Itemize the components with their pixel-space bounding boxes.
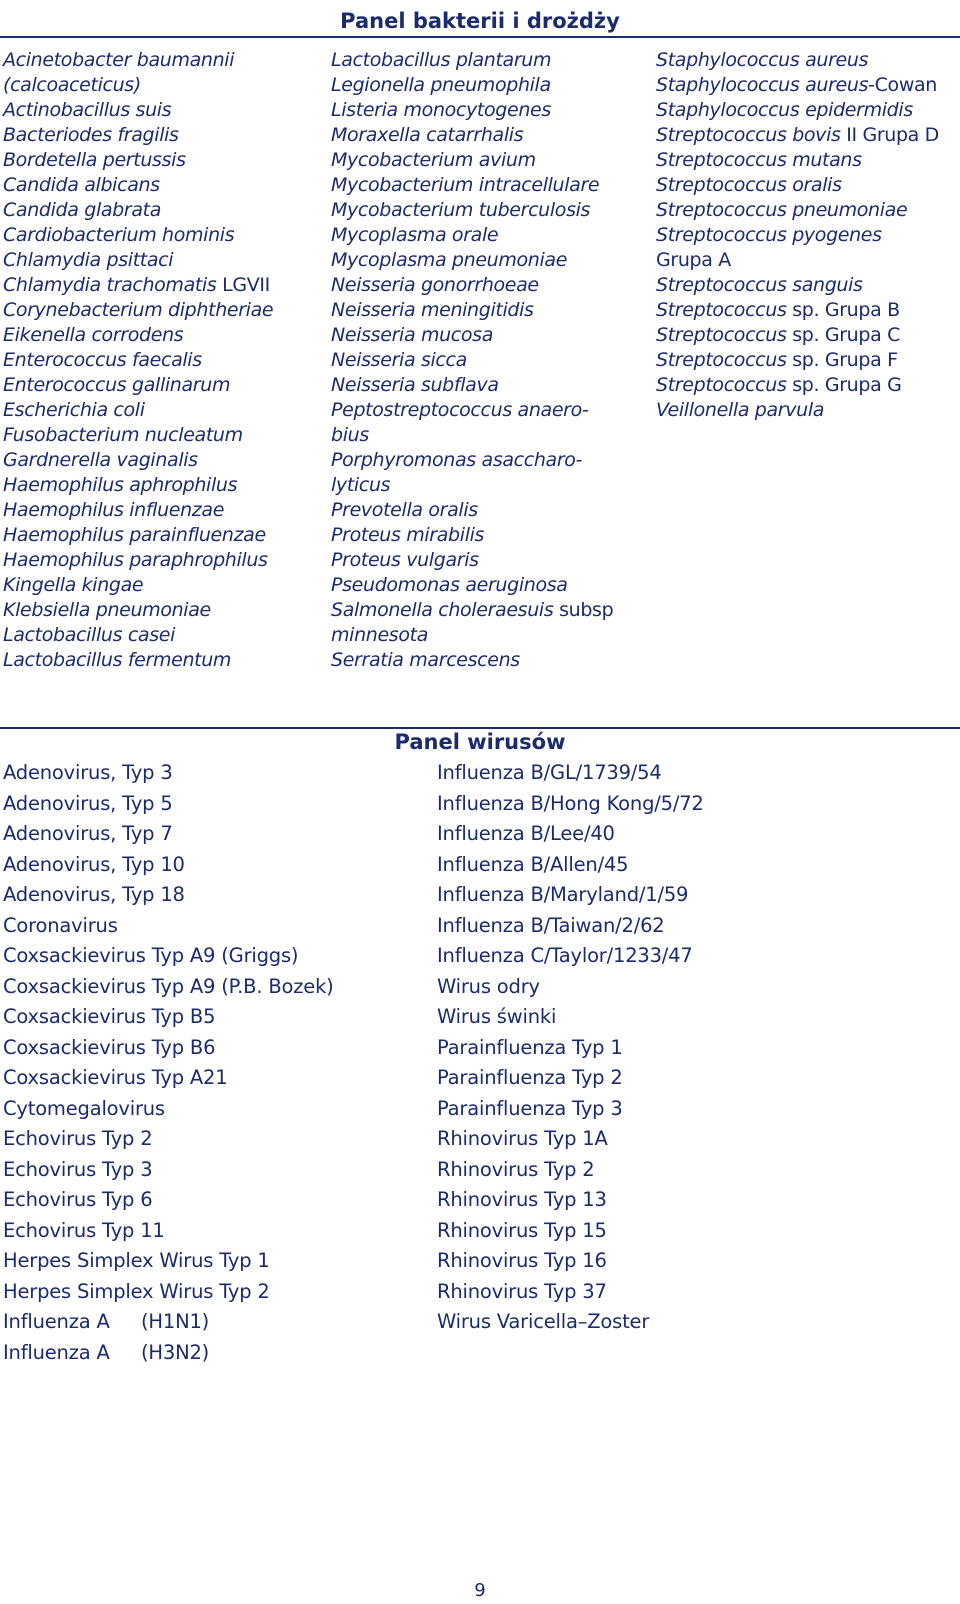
list-item-text: Rhinovirus Typ 16 [437, 1249, 607, 1272]
list-item-text: Porphyromonas asaccharo- [331, 449, 583, 471]
list-item-text: Echovirus Typ 6 [3, 1188, 153, 1211]
list-item [3, 1246, 334, 1277]
list-item-text: Salmonella choleraesuis [331, 599, 554, 621]
list-item [3, 573, 273, 598]
list-item [3, 648, 273, 673]
list-item [331, 173, 613, 198]
list-item-text: Escherichia coli [3, 399, 145, 421]
list-item-text: Veillonella parvula [656, 399, 825, 421]
list-item-text: Enterococcus faecalis [3, 349, 202, 371]
list-item [3, 48, 273, 73]
list-item-text: Echovirus Typ 3 [3, 1157, 153, 1181]
list-item [3, 1277, 334, 1308]
list-item [3, 223, 273, 248]
list-item-text: Herpes Simplex Wirus Typ 1 [3, 1249, 270, 1272]
top-rule [0, 36, 960, 38]
list-item-text: Herpes Simplex Wirus Typ 2 [3, 1279, 270, 1303]
virus-column-2 [437, 758, 704, 1338]
virus-panel-title: Panel wirusów [394, 730, 566, 754]
list-item-text: Staphylococcus epidermidis [656, 99, 913, 121]
list-item-text: lyticus [331, 474, 391, 496]
list-item [3, 548, 273, 573]
list-item-text: -Cowan [868, 74, 937, 96]
list-item [331, 123, 613, 148]
list-item-text: Adenovirus, Typ 7 [3, 822, 173, 845]
list-item [3, 448, 273, 473]
list-item [437, 941, 704, 972]
list-item-text: Serratia marcescens [331, 649, 520, 671]
list-item-text: Gardnerella vaginalis [3, 449, 198, 471]
list-item [3, 98, 273, 123]
list-item-text: Wirus Varicella–Zoster [437, 1310, 650, 1333]
list-item-text: Influenza B/GL/1739/54 [437, 761, 662, 784]
list-item [3, 819, 334, 850]
list-item-text: sp. Grupa B [786, 299, 900, 321]
list-item [331, 573, 613, 598]
list-item [3, 789, 334, 820]
list-item [331, 373, 613, 398]
list-item-text: Streptococcus pyogenes [656, 224, 882, 246]
list-item-text: Chlamydia trachomatis [3, 274, 217, 296]
list-item-text: bius [331, 424, 369, 446]
list-item-text: Haemophilus paraphrophilus [3, 549, 268, 571]
list-item-text: Eikenella corrodens [3, 324, 184, 346]
list-item [331, 398, 613, 423]
list-item-text: Candida albicans [3, 174, 160, 196]
list-item-text: Lactobacillus fermentum [3, 649, 232, 671]
list-item-text: Rhinovirus Typ 1A [437, 1127, 608, 1150]
list-item-text: Prevotella oralis [331, 499, 478, 521]
list-item [3, 248, 273, 273]
list-item-text: Coxsackievirus Typ A9 (Griggs) [3, 944, 299, 967]
list-item-text: Coronavirus [3, 913, 118, 937]
list-item-text: Streptococcus [656, 324, 787, 346]
list-item-text: (H3N2) [141, 1340, 210, 1364]
list-item [437, 850, 704, 881]
list-item-text: Klebsiella pneumoniae [3, 599, 211, 621]
list-item [437, 1155, 704, 1186]
list-item [3, 972, 334, 1003]
list-item-text: Echovirus Typ 2 [3, 1127, 153, 1150]
list-item [656, 373, 939, 398]
list-item-text: Fusobacterium nucleatum [3, 424, 243, 446]
list-item-text: Proteus mirabilis [331, 524, 485, 546]
list-item-text: Listeria monocytogenes [331, 99, 551, 121]
list-item-text: Wirus świnki [437, 1005, 557, 1028]
list-item [3, 498, 273, 523]
list-item-text: Streptococcus bovis [656, 124, 841, 146]
list-item [3, 1124, 334, 1155]
list-item [437, 1246, 704, 1277]
list-item [331, 273, 613, 298]
bacteria-column-3 [656, 48, 939, 423]
list-item-text: Rhinovirus Typ 37 [437, 1279, 607, 1303]
list-item [656, 298, 939, 323]
list-item [656, 323, 939, 348]
list-item-text: Adenovirus, Typ 10 [3, 852, 185, 876]
list-item-text: Staphylococcus aureus [656, 49, 869, 71]
list-item-text: Streptococcus [656, 299, 787, 321]
list-item-text: Actinobacillus suis [3, 99, 172, 121]
list-item-text: Bacteriodes fragilis [3, 124, 179, 146]
list-item-text: Grupa A [656, 249, 731, 271]
list-item [3, 911, 334, 942]
list-item-text: Lactobacillus plantarum [331, 49, 552, 71]
list-item [331, 73, 613, 98]
list-item-text: Coxsackievirus Typ A21 [3, 1066, 228, 1089]
list-item-text: (calcoaceticus) [3, 74, 141, 96]
list-item-text: sp. Grupa C [786, 324, 900, 346]
list-item [3, 623, 273, 648]
list-item [437, 911, 704, 942]
list-item [3, 148, 273, 173]
list-item [656, 73, 939, 98]
list-item [3, 173, 273, 198]
list-item [3, 273, 273, 298]
list-item [3, 348, 273, 373]
list-item [437, 972, 704, 1003]
list-item-text: Neisseria subflava [331, 374, 499, 396]
list-item [3, 1307, 334, 1338]
list-item-text: Haemophilus influenzae [3, 499, 225, 521]
list-item-text: Neisseria mucosa [331, 324, 494, 346]
list-item [437, 1124, 704, 1155]
list-item [331, 223, 613, 248]
list-item-text: Streptococcus [656, 374, 787, 396]
list-item-text: Influenza A [3, 1310, 110, 1333]
list-item [437, 819, 704, 850]
list-item [3, 1155, 334, 1186]
list-item-text: Coxsackievirus Typ B5 [3, 1005, 216, 1028]
list-item [656, 223, 939, 248]
list-item-text: Haemophilus aphrophilus [3, 474, 238, 496]
list-item-text: Mycoplasma pneumoniae [331, 249, 568, 271]
list-item-text: Haemophilus parainfluenzae [3, 524, 266, 546]
list-item [656, 348, 939, 373]
list-item [437, 1185, 704, 1216]
list-item [656, 48, 939, 73]
list-item [3, 473, 273, 498]
list-item-text: Influenza B/Maryland/1/59 [437, 883, 689, 906]
list-item-text: Echovirus Typ 11 [3, 1218, 165, 1242]
bacteria-column-2 [331, 48, 613, 673]
list-item-text: Influenza B/Taiwan/2/62 [437, 913, 665, 937]
list-item [3, 1185, 334, 1216]
list-item [3, 850, 334, 881]
list-item-text: Parainfluenza Typ 2 [437, 1066, 623, 1089]
list-item [656, 198, 939, 223]
list-item [3, 73, 273, 98]
list-item [3, 1063, 334, 1094]
list-item [331, 548, 613, 573]
list-item [656, 273, 939, 298]
list-item-text: Cardiobacterium hominis [3, 224, 235, 246]
virus-column-1 [3, 758, 334, 1368]
list-item [3, 298, 273, 323]
list-item-text: (H1N1) [141, 1310, 210, 1333]
list-item [437, 1002, 704, 1033]
list-item [331, 473, 613, 498]
list-item-text: Moraxella catarrhalis [331, 124, 524, 146]
list-item [437, 1216, 704, 1247]
list-item-text: Peptostreptococcus anaero- [331, 399, 589, 421]
list-item [437, 758, 704, 789]
list-item [437, 1063, 704, 1094]
list-item [331, 48, 613, 73]
list-item [437, 1307, 704, 1338]
list-item [437, 1277, 704, 1308]
list-item-text: Neisseria gonorrhoeae [331, 274, 539, 296]
list-item-text: Mycobacterium avium [331, 149, 536, 171]
list-item [331, 248, 613, 273]
list-item-text: sp. Grupa F [786, 349, 898, 371]
list-item-text: sp. Grupa G [786, 374, 902, 396]
list-item-text: Influenza B/Lee/40 [437, 822, 615, 845]
list-item-text: Streptococcus mutans [656, 149, 862, 171]
list-item [3, 758, 334, 789]
list-item-text: Mycobacterium tuberculosis [331, 199, 591, 221]
list-item-text: Neisseria sicca [331, 349, 467, 371]
list-item [331, 423, 613, 448]
list-item [331, 98, 613, 123]
list-item-text: Streptococcus sanguis [656, 274, 863, 296]
list-item-text: Coxsackievirus Typ B6 [3, 1035, 216, 1059]
list-item [656, 148, 939, 173]
list-item-text: Streptococcus oralis [656, 174, 842, 196]
list-item [437, 789, 704, 820]
list-item [3, 373, 273, 398]
list-item-text: Rhinovirus Typ 15 [437, 1218, 607, 1242]
page-number: 9 [474, 1580, 486, 1601]
list-item-text: Coxsackievirus Typ A9 (P.B. Bozek) [3, 974, 334, 998]
list-item [437, 1033, 704, 1064]
list-item [331, 623, 613, 648]
list-item [331, 323, 613, 348]
list-item [331, 498, 613, 523]
list-item [3, 1033, 334, 1064]
list-item [3, 423, 273, 448]
list-item-text: Mycoplasma orale [331, 224, 499, 246]
list-item [3, 198, 273, 223]
list-item [331, 348, 613, 373]
list-item-text: Influenza B/Allen/45 [437, 852, 629, 876]
list-item-text: Lactobacillus casei [3, 624, 176, 646]
list-item-text: Rhinovirus Typ 13 [437, 1188, 607, 1211]
list-item-text: Neisseria meningitidis [331, 299, 534, 321]
list-item [3, 323, 273, 348]
list-item-text: Chlamydia psittaci [3, 249, 174, 271]
list-item-text: Corynebacterium diphtheriae [3, 299, 274, 321]
list-item-text: Cytomegalovirus [3, 1096, 165, 1120]
list-item [331, 523, 613, 548]
list-item-text: II Grupa D [840, 124, 939, 146]
list-item-text: Wirus odry [437, 974, 540, 998]
list-item [331, 148, 613, 173]
list-item [437, 1094, 704, 1125]
list-item [437, 880, 704, 911]
bacteria-panel-title: Panel bakterii i drożdży [340, 9, 620, 33]
list-item-text: minnesota [331, 624, 429, 646]
list-item-text: Legionella pneumophila [331, 74, 551, 96]
list-item [656, 98, 939, 123]
list-item-text: Proteus vulgaris [331, 549, 479, 571]
list-item [331, 198, 613, 223]
list-item-text: Influenza B/Hong Kong/5/72 [437, 791, 704, 815]
list-item [331, 448, 613, 473]
list-item-text: Adenovirus, Typ 3 [3, 761, 173, 784]
list-item-text: Influenza C/Taylor/1233/47 [437, 944, 693, 967]
list-item [3, 123, 273, 148]
list-item-text: Streptococcus pneumoniae [656, 199, 908, 221]
list-item-text: Parainfluenza Typ 3 [437, 1096, 623, 1120]
list-item-text: Influenza A [3, 1340, 110, 1364]
list-item-text: Streptococcus [656, 349, 787, 371]
list-item [3, 398, 273, 423]
list-item-text: Parainfluenza Typ 1 [437, 1035, 623, 1059]
list-item-text: subsp [553, 599, 614, 621]
list-item-text: Staphylococcus aureus [656, 74, 869, 96]
bacteria-column-1 [3, 48, 273, 673]
list-item [331, 298, 613, 323]
list-item [331, 648, 613, 673]
list-item [331, 598, 613, 623]
list-item-text: Adenovirus, Typ 5 [3, 791, 173, 815]
list-item [3, 1338, 334, 1369]
list-item [656, 173, 939, 198]
list-item-text: LGVII [216, 274, 270, 296]
list-item [656, 123, 939, 148]
list-item [3, 598, 273, 623]
list-item-text: Bordetella pertussis [3, 149, 186, 171]
list-item [3, 1216, 334, 1247]
list-item [3, 1094, 334, 1125]
list-item-text: Candida glabrata [3, 199, 162, 221]
list-item-text: Kingella kingae [3, 574, 144, 596]
list-item [3, 523, 273, 548]
list-item-text: Rhinovirus Typ 2 [437, 1157, 595, 1181]
list-item-text: Acinetobacter baumannii [3, 49, 235, 71]
list-item-text: Adenovirus, Typ 18 [3, 883, 185, 906]
list-item-text: Mycobacterium intracellulare [331, 174, 600, 196]
list-item-text: Pseudomonas aeruginosa [331, 574, 568, 596]
list-item-text: Enterococcus gallinarum [3, 374, 231, 396]
list-item [656, 398, 939, 423]
list-item [3, 880, 334, 911]
list-item [3, 941, 334, 972]
list-item [3, 1002, 334, 1033]
list-item [656, 248, 939, 273]
